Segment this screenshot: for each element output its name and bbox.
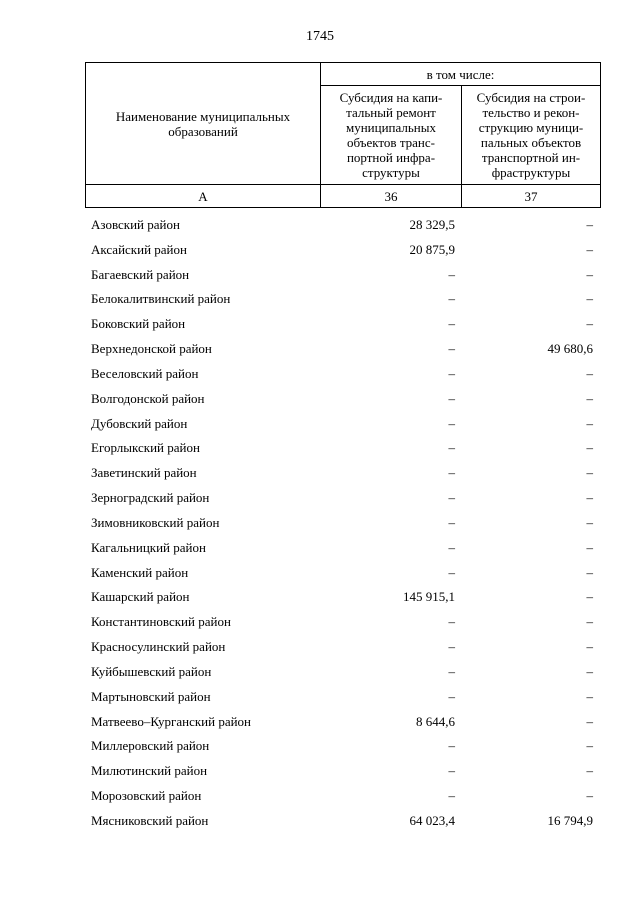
table-row [85,239,600,264]
col-36-line: структуры [362,165,420,180]
municipality-name: Заветинский район [91,465,197,481]
table-row [85,363,600,388]
table-header [85,62,601,208]
value-col-37: – [586,788,593,804]
col-37-line: транспортной ин- [481,150,581,165]
municipality-name: Куйбышевский район [91,663,212,679]
municipality-name: Константиновский район [91,614,231,630]
value-col-37: – [586,663,593,679]
value-col-36: – [448,639,455,655]
value-col-37: – [586,415,593,431]
value-col-37: – [586,738,593,754]
value-col-36: – [448,266,455,282]
value-col-36: – [448,291,455,307]
municipality-name: Кагальницкий район [91,539,206,555]
value-col-36: – [448,514,455,530]
value-col-37: – [586,365,593,381]
code-36: 36 [321,185,462,208]
value-col-36: 20 875,9 [409,241,455,257]
municipality-name: Егорлыкский район [91,440,200,456]
value-col-36: – [448,415,455,431]
table-row [85,661,600,686]
table-row [85,288,600,313]
value-col-37: – [586,266,593,282]
value-col-36: – [448,738,455,754]
value-col-37: – [586,217,593,232]
value-col-37: – [586,639,593,655]
table-row [85,760,600,785]
value-col-37: – [586,589,593,605]
value-col-36: – [448,663,455,679]
value-col-36: 64 023,4 [409,812,455,828]
municipality-name: Волгодонской район [91,390,205,406]
col-37-line: Субсидия на строи- [476,90,586,105]
municipality-name: Кашарский район [91,589,190,605]
value-col-36: 145 915,1 [403,589,455,605]
table-row [85,313,600,338]
value-col-37: – [586,490,593,506]
value-col-36: 28 329,5 [409,217,455,232]
table-row [85,785,600,810]
municipality-name: Мартыновский район [91,688,211,704]
value-col-37: – [586,514,593,530]
municipality-name-header [86,63,321,185]
table-row [85,636,600,661]
table-row [85,462,600,487]
value-col-37: – [586,564,593,580]
municipality-name: Азовский район [91,217,180,232]
value-col-37: – [586,763,593,779]
value-col-37: – [586,241,593,257]
table-row [85,264,600,289]
value-col-36: – [448,390,455,406]
value-col-37: – [586,316,593,332]
value-col-36: – [448,316,455,332]
value-col-36: – [448,564,455,580]
municipality-name: Дубовский район [91,415,188,431]
col-36-line: Субсидия на капи- [339,90,443,105]
value-col-36: – [448,763,455,779]
municipality-name: Каменский район [91,564,189,580]
value-col-36: – [448,788,455,804]
value-col-37: – [586,465,593,481]
table-row [85,512,600,537]
municipality-name: Багаевский район [91,266,190,282]
code-37: 37 [462,185,601,208]
table-row [85,711,600,736]
including-group-header: в том числе: [321,63,601,86]
municipality-name: Боковский район [91,316,186,332]
value-col-36: – [448,614,455,630]
value-col-36: – [448,490,455,506]
municipality-name: Морозовский район [91,788,202,804]
value-col-37: – [586,614,593,630]
col-37-line: фраструктуры [491,165,571,180]
municipality-name: Зимовниковский район [91,514,220,530]
col-36-line: объектов транс- [347,135,435,150]
table-row [85,810,600,835]
value-col-36: – [448,440,455,456]
value-col-36: – [448,688,455,704]
municipality-name: Мясниковский район [91,812,209,828]
value-col-37: – [586,390,593,406]
value-col-36: – [448,341,455,357]
value-col-36: – [448,465,455,481]
col-37-header [462,86,601,185]
municipality-name: Белокалитвинский район [91,291,231,307]
municipality-name: Миллеровский район [91,738,210,754]
municipality-name: Матвеево–Курганский район [91,713,252,729]
municipality-name: Милютинский район [91,763,208,779]
table-row [85,487,600,512]
table-row [85,686,600,711]
table-row [85,586,600,611]
value-col-37: 49 680,6 [547,341,593,357]
municipality-name-header-text: Наименование муниципальных образований [115,108,291,139]
col-37-line: пальных объектов [480,135,582,150]
value-col-36: – [448,539,455,555]
value-col-37: 16 794,9 [547,812,593,828]
table-row [85,338,600,363]
table-row [85,537,600,562]
table-row [85,413,600,438]
value-col-36: 8 644,6 [416,713,455,729]
value-col-37: – [586,539,593,555]
page-number: 1745 [306,29,334,44]
municipality-name: Зерноградский район [91,490,210,506]
table-row [85,562,600,587]
value-col-37: – [586,291,593,307]
municipality-name: Верхнедонской район [91,341,212,357]
table-row [85,437,600,462]
municipality-name: Аксайский район [91,241,187,257]
value-col-37: – [586,713,593,729]
col-37-line: струкцию муници- [478,120,584,135]
col-36-header [321,86,462,185]
table-row [85,611,600,636]
value-col-36: – [448,365,455,381]
table-row [85,388,600,413]
col-37-line: тельство и рекон- [482,105,580,120]
table-row [85,214,600,239]
municipality-name: Веселовский район [91,365,199,381]
col-36-line: тальный ремонт [346,105,436,120]
municipality-name: Красносулинский район [91,639,226,655]
table-row [85,735,600,760]
col-36-line: муниципальных [345,120,436,135]
col-36-line: портной инфра- [346,150,436,165]
table-body [85,214,600,835]
value-col-37: – [586,688,593,704]
code-a: А [86,185,321,208]
value-col-37: – [586,440,593,456]
